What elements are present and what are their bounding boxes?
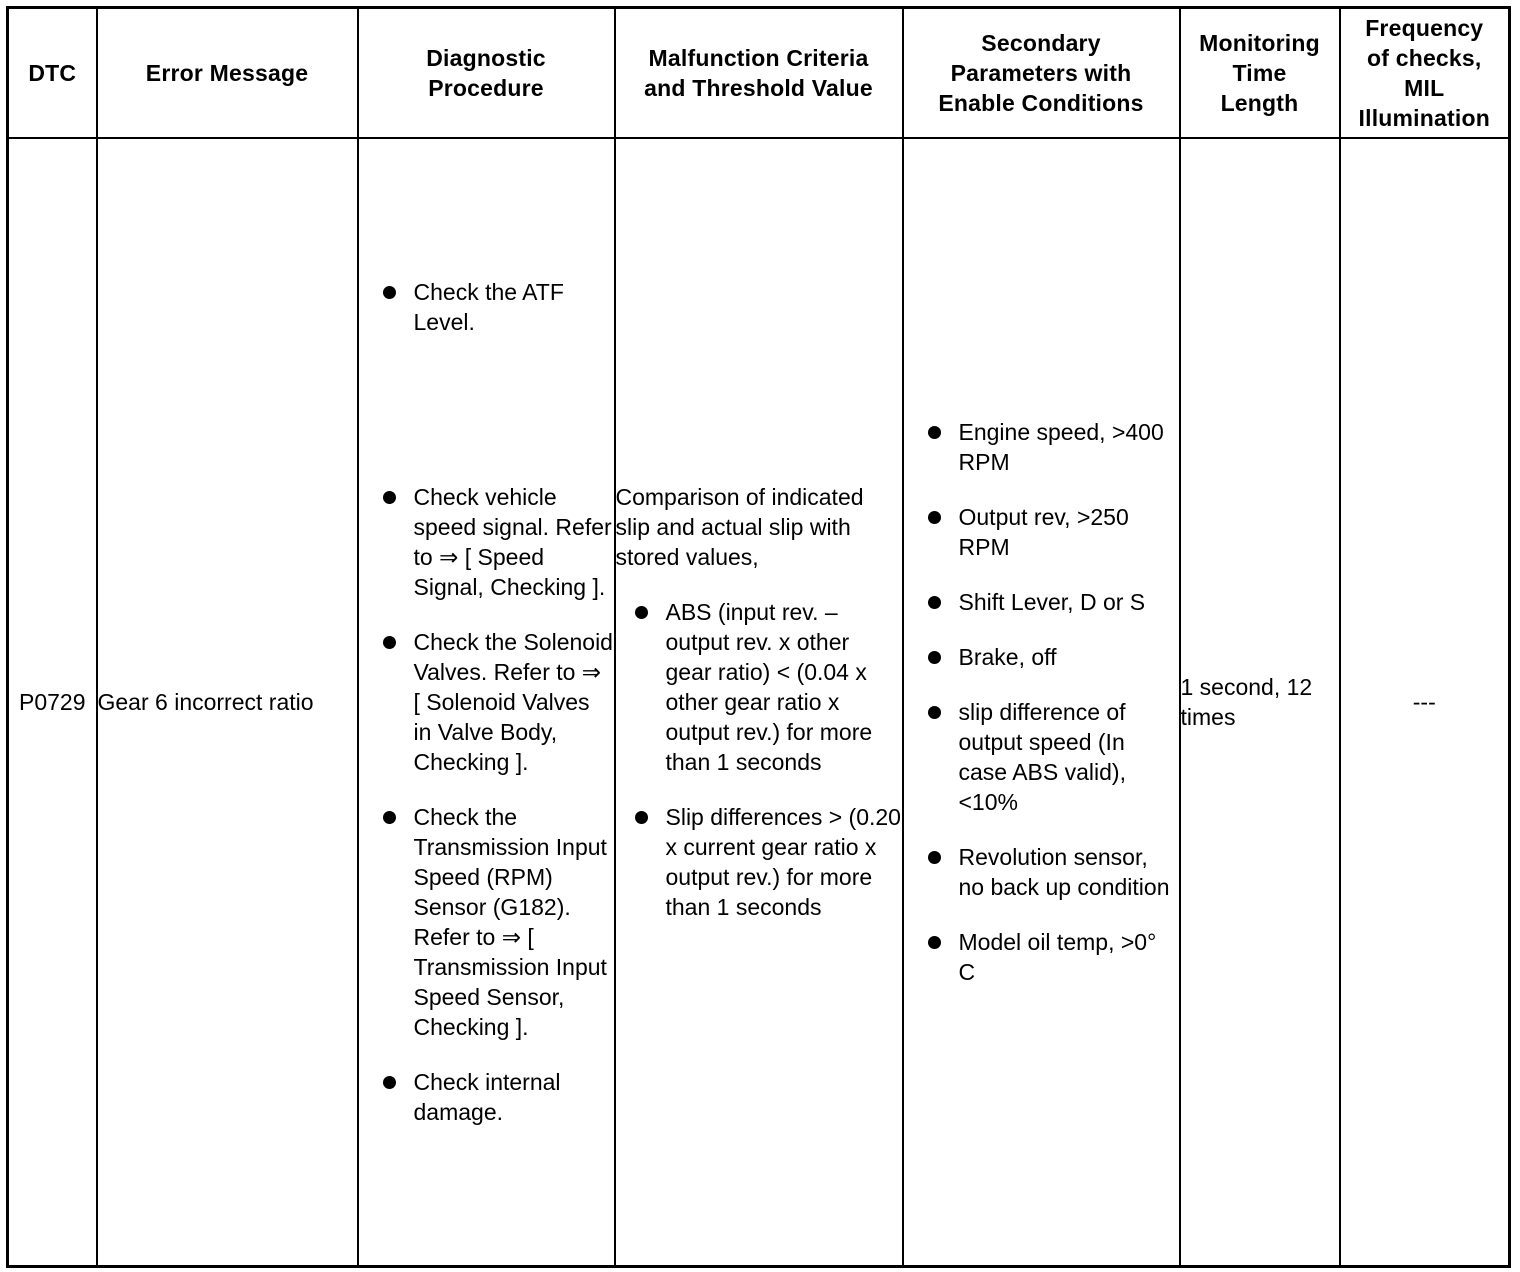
bullet-icon xyxy=(635,811,648,824)
criteria-item: ABS (input rev. – output rev. x other gear ratio) < (0.04 x other gear ratio x output rev.) for more than 1 seconds xyxy=(616,597,902,777)
bullet-icon xyxy=(928,511,941,524)
procedure-list xyxy=(359,277,614,1127)
secondary-parameters-cell xyxy=(903,138,1180,1267)
dtc-table xyxy=(6,6,1511,1268)
procedure-item: Check the Transmission Input Speed (RPM) Sensor (G182). Refer to ⇒ [ Transmission Input Speed Sensor, Checking ]. xyxy=(359,802,614,1042)
secondary-item: Brake, off xyxy=(904,642,1179,672)
bullet-icon xyxy=(635,606,648,619)
secondary-list xyxy=(904,417,1179,987)
dtc-code: P0729 xyxy=(8,138,97,1267)
criteria-list xyxy=(616,597,902,922)
secondary-item: Engine speed, >400 RPM xyxy=(904,417,1179,477)
header-dtc: DTC xyxy=(8,8,97,139)
header-secondary-parameters: Secondary Parameters with Enable Conditions xyxy=(903,8,1180,139)
bullet-icon xyxy=(383,636,396,649)
procedure-item: Check the ATF Level. xyxy=(359,277,614,337)
bullet-icon xyxy=(383,286,396,299)
procedure-item: Check internal damage. xyxy=(359,1067,614,1127)
diagnostic-procedure-cell xyxy=(358,138,615,1267)
procedure-item: Check vehicle speed signal. Refer to ⇒ [ Speed Signal, Checking ]. xyxy=(359,482,614,602)
header-monitoring-time: Monitoring Time Length xyxy=(1180,8,1340,139)
monitoring-time: 1 second, 12 times xyxy=(1180,138,1340,1267)
header-diagnostic-procedure: Diagnostic Procedure xyxy=(358,8,615,139)
procedure-item: Check the Solenoid Valves. Refer to ⇒ [ Solenoid Valves in Valve Body, Checking ]. xyxy=(359,627,614,777)
bullet-icon xyxy=(928,936,941,949)
bullet-icon xyxy=(383,1076,396,1089)
bullet-icon xyxy=(928,851,941,864)
bullet-icon xyxy=(928,596,941,609)
malfunction-criteria-cell xyxy=(615,138,903,1267)
header-malfunction-criteria: Malfunction Criteria and Threshold Value xyxy=(615,8,903,139)
header-frequency: Frequency of checks, MIL Illumination xyxy=(1340,8,1510,139)
criteria-item: Slip differences > (0.20 x current gear ratio x output rev.) for more than 1 seconds xyxy=(616,802,902,922)
bullet-icon xyxy=(928,706,941,719)
error-message: Gear 6 incorrect ratio xyxy=(97,138,358,1267)
secondary-item: Output rev, >250 RPM xyxy=(904,502,1179,562)
frequency-mil: --- xyxy=(1340,138,1510,1267)
table-row xyxy=(8,138,1510,1267)
criteria-intro: Comparison of indicated slip and actual slip with stored values, xyxy=(615,484,864,570)
bullet-icon xyxy=(928,426,941,439)
bullet-icon xyxy=(928,651,941,664)
secondary-item: Model oil temp, >0° C xyxy=(904,927,1179,987)
bullet-icon xyxy=(383,811,396,824)
header-error-message: Error Message xyxy=(97,8,358,139)
secondary-item: Shift Lever, D or S xyxy=(904,587,1179,617)
bullet-icon xyxy=(383,491,396,504)
header-row xyxy=(8,8,1510,139)
secondary-item: slip difference of output speed (In case ABS valid), <10% xyxy=(904,697,1179,817)
secondary-item: Revolution sensor, no back up condition xyxy=(904,842,1179,902)
